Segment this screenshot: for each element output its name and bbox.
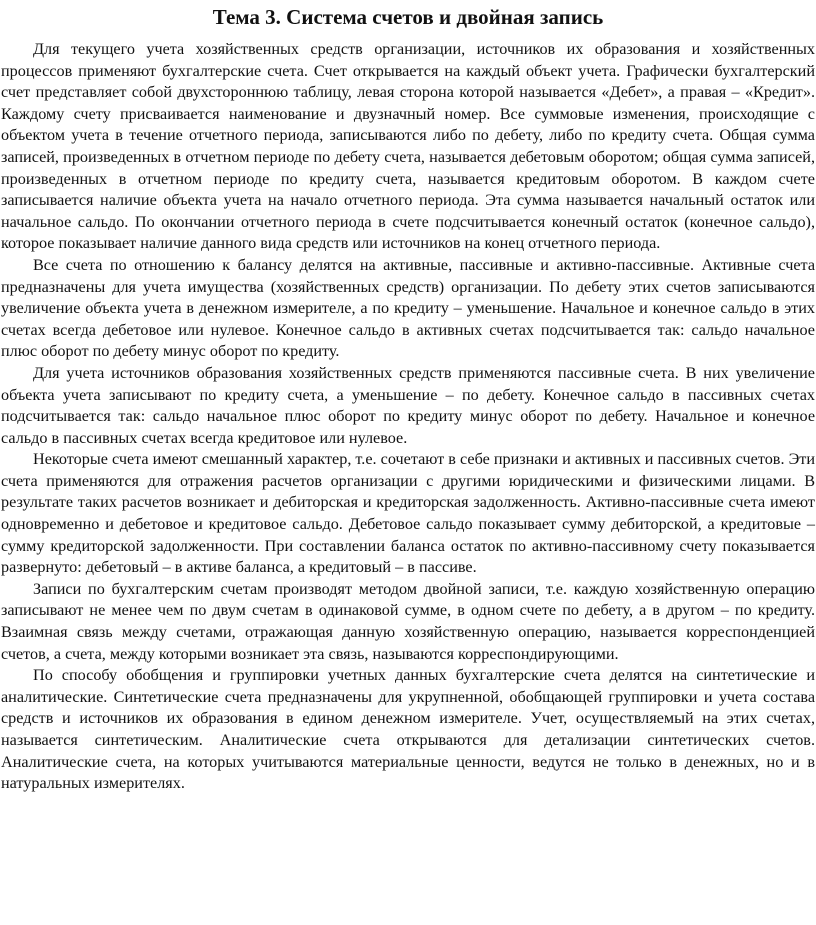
paragraph-double-entry: Записи по бухгалтерским счетам производят методом двойной записи, т.е. каждую хозяйственную операцию записывают не менее чем по двум счетам в одинаковой сумме, в одном счете по дебету, а в другом – по кредиту. Взаимная связь между счетами, отражающая данную хозяйственную операцию, называется корреспонденцией счетов, а счета, между которыми возникает эта связь, называются корреспондирующими. [1, 579, 815, 663]
page-title: Тема 3. Система счетов и двойная запись [212, 5, 604, 29]
paragraph-passive-accounts: Для учета источников образования хозяйственных средств применяются пассивные счета. В них увеличение объекта учета записывают по кредиту счета, а уменьшение – по дебету. Конечное сальдо в пассивных счетах подсчитывается так: сальдо начальное плюс оборот по кредиту минус оборот по дебету. Начальное и конечное сальдо в пассивных счетах всегда кредитовое или нулевое. [1, 363, 815, 447]
paragraph-active-passive-accounts: Некоторые счета имеют смешанный характер, т.е. сочетают в себе признаки и активных и пассивных счетов. Эти счета применяются для отражения расчетов организации с другими юридическими и физическими лицами. В результате таких расчетов возникает и дебиторская и кредиторская задолженность. Активно-пассивные счета имеют одновременно и дебетовое и кредитовое сальдо. Дебетовое сальдо показывает сумму дебиторской, а кредитовые – сумму кредиторской задолженности. При составлении баланса остаток по активно-пассивному счету показывается развернуто: дебетовый – в активе баланса, а кредитовый – в пассиве. [1, 450, 815, 577]
paragraph-synthetic-analytic: По способу обобщения и группировки учетных данных бухгалтерские счета делятся на синтетические и аналитические. Синтетические счета предназначены для укрупненной, обобщающей группировки и учета состава средств и источников их образования в едином денежном измерителе. Учет, осуществляемый на этих счетах, называется синтетическим. Аналитические счета открываются для детализации синтетических счетов. Аналитические счета, на которых учитываются материальные ценности, ведутся не только в денежных, но и в натуральных измерителях. [1, 666, 815, 793]
paragraph-account-types: Все счета по отношению к балансу делятся на активные, пассивные и активно-пассивные. Активные счета предназначены для учета имущества (хозяйственных средств) организации. По дебету этих счетов записываются увеличение объекта учета в денежном измерителе, а по кредиту – уменьшение. Начальное и конечное сальдо в этих счетах всегда дебетовое или нулевое. Конечное сальдо в активных счетах подсчитывается так: сальдо начальное плюс оборот по дебету минус оборот по кредиту. [1, 255, 815, 361]
paragraph-accounts-intro: Для текущего учета хозяйственных средств организации, источников их образования и хозяйственных процессов применяют бухгалтерские счета. Счет открывается на каждый объект учета. Графически бухгалтерский счет представляет собой двухстороннюю таблицу, левая сторона которой называется «Дебет», а правая – «Кредит». Каждому счету присваивается наименование и двузначный номер. Все суммовые изменения, происходящие с объектом учета в течение отчетного периода, записываются либо по дебету, либо по кредиту счета. Общая сумма записей, произведенных в отчетном периоде по дебету счета, называется дебетовым оборотом; общая сумма записей, произведенных в отчетном периоде по кредиту счета, называется кредитовым оборотом. В каждом счете записывается наличие объекта учета на начало отчетного периода. Эта сумма называется начальный остаток или начальное сальдо. По окончании отчетного периода в счете подсчитывается конечный остаток (конечное сальдо), которое показывает наличие данного вида средств или источников на конец отчетного периода. [1, 40, 815, 253]
